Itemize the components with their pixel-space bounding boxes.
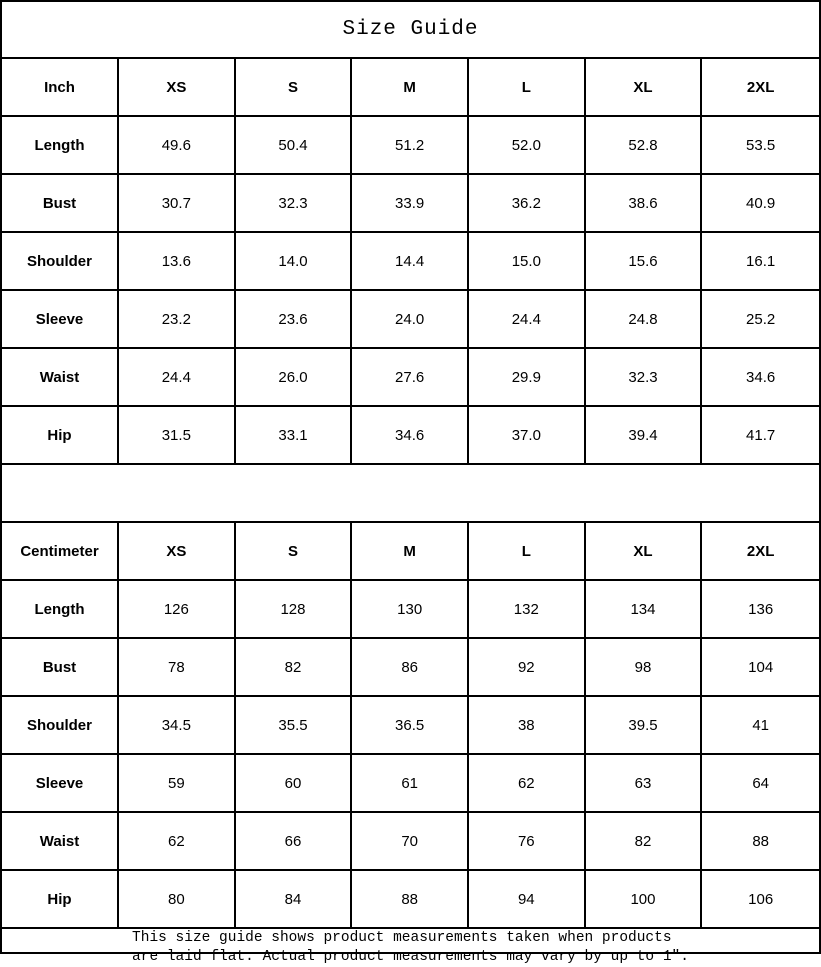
footer-note-line2: are laid flat. Actual product measurements may vary by up to 1″. bbox=[132, 949, 689, 965]
table-row-sleeve-cm bbox=[2, 755, 819, 813]
measurement-cell: 24.0 bbox=[352, 291, 469, 347]
measurement-cell: 86 bbox=[352, 639, 469, 695]
measurement-cell: 14.0 bbox=[236, 233, 353, 289]
measurement-cell: 37.0 bbox=[469, 407, 586, 463]
size-column-header-l: L bbox=[469, 59, 586, 115]
measurement-cell: 126 bbox=[119, 581, 236, 637]
size-column-header-2xl: 2XL bbox=[746, 542, 775, 560]
measurement-cell: 94 bbox=[469, 871, 586, 927]
measurement-cell: 64 bbox=[752, 774, 769, 792]
measurement-cell: 24.8 bbox=[586, 291, 703, 347]
size-column-header-m: M bbox=[352, 523, 469, 579]
measurement-cell: 49.6 bbox=[119, 117, 236, 173]
measurement-cell: 82 bbox=[586, 813, 703, 869]
measurement-cell: 35.5 bbox=[236, 697, 353, 753]
measurement-cell: 130 bbox=[352, 581, 469, 637]
measurement-cell: 15.0 bbox=[469, 233, 586, 289]
table-row-waist-inch bbox=[2, 349, 819, 407]
table-row-waist-cm bbox=[2, 813, 819, 871]
footer-note-text bbox=[132, 929, 689, 967]
table-row-length-inch bbox=[2, 117, 819, 175]
measurement-cell: 34.6 bbox=[352, 407, 469, 463]
measurement-cell: 33.1 bbox=[236, 407, 353, 463]
measurement-cell: 62 bbox=[469, 755, 586, 811]
row-label: Waist bbox=[2, 813, 119, 869]
measurement-cell: 23.6 bbox=[236, 291, 353, 347]
measurement-cell: 39.5 bbox=[586, 697, 703, 753]
measurement-cell: 34.6 bbox=[746, 368, 776, 386]
row-label: Length bbox=[2, 117, 119, 173]
table-spacer bbox=[2, 465, 819, 523]
size-column-header-s: S bbox=[236, 523, 353, 579]
table-row-shoulder-cm bbox=[2, 697, 819, 755]
row-label: Hip bbox=[2, 407, 119, 463]
row-label: Sleeve bbox=[2, 291, 119, 347]
row-label: Length bbox=[2, 581, 119, 637]
row-label: Bust bbox=[2, 639, 119, 695]
measurement-cell: 80 bbox=[119, 871, 236, 927]
measurement-cell: 52.8 bbox=[586, 117, 703, 173]
measurement-cell: 62 bbox=[119, 813, 236, 869]
measurement-cell: 50.4 bbox=[236, 117, 353, 173]
measurement-cell: 78 bbox=[119, 639, 236, 695]
measurement-cell: 38.6 bbox=[586, 175, 703, 231]
table-row-sleeve-inch bbox=[2, 291, 819, 349]
unit-header-inch: Inch bbox=[2, 59, 119, 115]
measurement-cell: 82 bbox=[236, 639, 353, 695]
table-row-bust-cm bbox=[2, 639, 819, 697]
measurement-cell: 24.4 bbox=[469, 291, 586, 347]
measurement-cell: 38 bbox=[469, 697, 586, 753]
measurement-cell: 39.4 bbox=[586, 407, 703, 463]
measurement-cell: 134 bbox=[586, 581, 703, 637]
measurement-cell: 24.4 bbox=[119, 349, 236, 405]
size-column-header-2xl: 2XL bbox=[746, 78, 775, 96]
measurement-cell: 34.5 bbox=[119, 697, 236, 753]
measurement-cell: 14.4 bbox=[352, 233, 469, 289]
measurement-cell: 100 bbox=[586, 871, 703, 927]
measurement-cell: 53.5 bbox=[746, 136, 776, 154]
measurement-cell: 66 bbox=[236, 813, 353, 869]
measurement-cell: 88 bbox=[752, 832, 769, 850]
measurement-cell: 13.6 bbox=[119, 233, 236, 289]
measurement-cell: 59 bbox=[119, 755, 236, 811]
measurement-cell: 63 bbox=[586, 755, 703, 811]
measurement-cell: 88 bbox=[352, 871, 469, 927]
size-column-header-m: M bbox=[352, 59, 469, 115]
measurement-cell: 40.9 bbox=[746, 194, 776, 212]
row-label: Shoulder bbox=[2, 233, 119, 289]
measurement-cell: 92 bbox=[469, 639, 586, 695]
measurement-cell: 76 bbox=[469, 813, 586, 869]
measurement-cell: 31.5 bbox=[119, 407, 236, 463]
measurement-cell: 29.9 bbox=[469, 349, 586, 405]
measurement-cell: 41.7 bbox=[746, 426, 776, 444]
size-column-header-s: S bbox=[236, 59, 353, 115]
size-column-header-l: L bbox=[469, 523, 586, 579]
measurement-cell: 15.6 bbox=[586, 233, 703, 289]
measurement-cell: 26.0 bbox=[236, 349, 353, 405]
row-label: Hip bbox=[2, 871, 119, 927]
measurement-cell: 51.2 bbox=[352, 117, 469, 173]
measurement-cell: 128 bbox=[236, 581, 353, 637]
measurement-cell: 52.0 bbox=[469, 117, 586, 173]
table-row-length-cm bbox=[2, 581, 819, 639]
measurement-cell: 136 bbox=[748, 600, 774, 618]
measurement-cell: 104 bbox=[748, 658, 774, 676]
table-row-hip-inch bbox=[2, 407, 819, 465]
measurement-cell: 36.5 bbox=[352, 697, 469, 753]
measurement-cell: 98 bbox=[586, 639, 703, 695]
measurement-cell: 106 bbox=[748, 890, 774, 908]
measurement-cell: 60 bbox=[236, 755, 353, 811]
row-label: Waist bbox=[2, 349, 119, 405]
footer-note-line1: This size guide shows product measurements taken when products bbox=[132, 930, 672, 946]
measurement-cell: 41 bbox=[752, 716, 769, 734]
row-label: Bust bbox=[2, 175, 119, 231]
table-row-shoulder-inch bbox=[2, 233, 819, 291]
measurement-cell: 33.9 bbox=[352, 175, 469, 231]
row-label: Sleeve bbox=[2, 755, 119, 811]
inch-header-row bbox=[2, 59, 819, 117]
measurement-cell: 70 bbox=[352, 813, 469, 869]
measurement-cell: 32.3 bbox=[236, 175, 353, 231]
row-label: Shoulder bbox=[2, 697, 119, 753]
measurement-cell: 132 bbox=[469, 581, 586, 637]
measurement-cell: 61 bbox=[352, 755, 469, 811]
measurement-cell: 84 bbox=[236, 871, 353, 927]
measurement-cell: 36.2 bbox=[469, 175, 586, 231]
table-row-hip-cm bbox=[2, 871, 819, 929]
measurement-cell: 27.6 bbox=[352, 349, 469, 405]
measurement-cell: 16.1 bbox=[746, 252, 776, 270]
size-column-header-xl: XL bbox=[586, 523, 703, 579]
size-column-header-xs: XS bbox=[119, 59, 236, 115]
unit-header-centimeter: Centimeter bbox=[2, 523, 119, 579]
measurement-cell: 23.2 bbox=[119, 291, 236, 347]
centimeter-header-row bbox=[2, 523, 819, 581]
measurement-cell: 30.7 bbox=[119, 175, 236, 231]
table-row-bust-inch bbox=[2, 175, 819, 233]
measurement-cell: 32.3 bbox=[586, 349, 703, 405]
size-guide-title: Size Guide bbox=[2, 2, 819, 59]
size-column-header-xs: XS bbox=[119, 523, 236, 579]
size-column-header-xl: XL bbox=[586, 59, 703, 115]
footer-note bbox=[2, 929, 819, 967]
measurement-cell: 25.2 bbox=[746, 310, 776, 328]
